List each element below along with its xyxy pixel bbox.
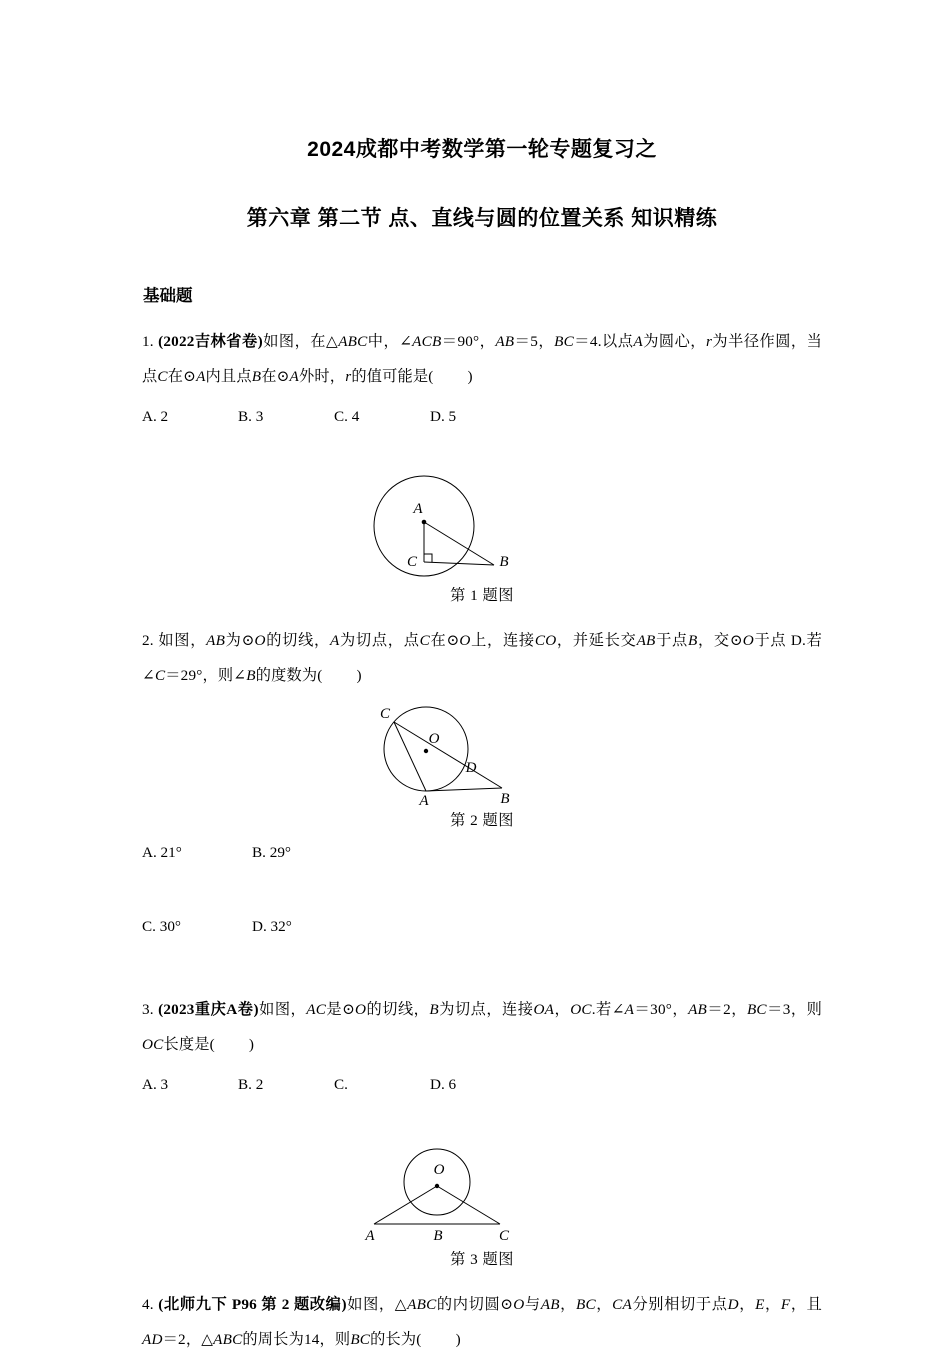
q4-l2it4: AD xyxy=(142,1331,163,1348)
q4-l1it5: CA xyxy=(612,1296,632,1313)
q3-l1it7: AB xyxy=(688,1001,708,1018)
q4-l1it2: O xyxy=(513,1296,525,1313)
question-1-options xyxy=(142,400,822,468)
q3-source: (2023重庆A卷) xyxy=(158,1001,259,1018)
q3-option-c[interactable]: C. xyxy=(334,1076,352,1093)
q4-l1it3: AB xyxy=(540,1296,560,1313)
figure-3-drawing xyxy=(352,1142,612,1246)
q1-l2b: 在⊙ xyxy=(167,368,197,385)
q3-option-a[interactable]: A. 3 xyxy=(142,1076,169,1093)
figure-1-caption: 第 1 题图 xyxy=(450,587,514,604)
q4-l2it3: F xyxy=(780,1296,791,1313)
figure-1 xyxy=(142,474,822,605)
q3-l1e: ， xyxy=(554,1001,571,1018)
q2-l1it3: A xyxy=(329,632,340,649)
q2-option-b[interactable]: B. 29° xyxy=(252,844,291,861)
question-3-options xyxy=(142,1068,822,1136)
q1-l2e: 外时， xyxy=(299,368,346,385)
q3-l2it1: BC xyxy=(746,1001,767,1018)
q1-l2a: 半径作圆，当点 xyxy=(142,333,823,385)
q3-l1d: 为切点，连接 xyxy=(438,1001,534,1018)
figure-2 xyxy=(142,699,822,830)
q3-l1b: 是⊙ xyxy=(326,1001,356,1018)
q3-l1it4: OA xyxy=(533,1001,555,1018)
question-2-text xyxy=(142,623,822,693)
figure-3-label-a: A xyxy=(365,1228,375,1244)
q2-l1it7: AB xyxy=(636,632,656,649)
q2-l1it5: O xyxy=(459,632,471,649)
q1-l1d: ＝5， xyxy=(514,333,555,350)
q2-l1it8: B xyxy=(687,632,698,649)
q3-option-d[interactable]: D. 6 xyxy=(430,1076,457,1093)
q4-l2it5: ABC xyxy=(213,1331,243,1348)
q1-l1a: 如图，在△ xyxy=(262,333,339,350)
q4-l1b: 的内切圆⊙ xyxy=(436,1296,514,1313)
q1-l1e: ＝4.以点 xyxy=(573,333,634,350)
q2-l1d: 为切点，点 xyxy=(339,632,420,649)
question-2-options-row-1 xyxy=(142,836,822,904)
figure-3-label-c: C xyxy=(498,1228,510,1244)
q2-l1a: 如图， xyxy=(158,632,207,649)
document-content xyxy=(142,0,822,1357)
figure-3-caption: 第 3 题图 xyxy=(450,1251,514,1268)
section-heading-basic: 基础题 xyxy=(143,287,193,305)
q3-l1it3: B xyxy=(429,1001,439,1018)
figure-3 xyxy=(142,1142,822,1269)
q1-option-b[interactable]: B. 3 xyxy=(238,408,264,425)
q2-option-d[interactable]: D. 32° xyxy=(252,918,292,935)
q1-l1c: ＝90°， xyxy=(441,333,496,350)
question-2-options-row-2 xyxy=(142,910,822,978)
q3-l2a: 2， xyxy=(723,1001,747,1018)
figure-2-caption: 第 2 题图 xyxy=(450,812,514,829)
q2-l1it4: C xyxy=(419,632,430,649)
q3-l1h: ＝ xyxy=(707,1001,724,1018)
figure-2-label-d: D xyxy=(465,760,477,776)
document-title-line-2: 第六章 第二节 点、直线与圆的位置关系 知识精练 xyxy=(246,207,718,230)
q1-l2it5: r xyxy=(345,368,352,385)
q1-l2it4: A xyxy=(289,368,300,385)
q4-l2a: ， xyxy=(738,1296,756,1313)
q1-l1it1: ABC xyxy=(338,333,368,350)
q3-l1a: 如图， xyxy=(258,1001,307,1018)
q2-option-a[interactable]: A. 21° xyxy=(142,844,182,861)
q2-l1f: 上，连接 xyxy=(470,632,535,649)
q2-l1c: 的切线， xyxy=(265,632,330,649)
q1-l1g: 为 xyxy=(712,333,729,350)
q3-l1it6: A xyxy=(624,1001,635,1018)
q1-l1b: 中，∠ xyxy=(367,333,413,350)
q2-number: 2. xyxy=(142,632,154,649)
q2-l1it2: O xyxy=(254,632,266,649)
q1-option-d[interactable]: D. 5 xyxy=(430,408,457,425)
figure-2-label-a: A xyxy=(419,793,429,807)
q1-l2f: 的值可能是( xyxy=(351,368,434,385)
q2-l1h: 于点 xyxy=(655,632,688,649)
q4-l2b: ， xyxy=(764,1296,781,1313)
question-3-text xyxy=(142,992,822,1062)
q1-l2c: 内且点 xyxy=(205,368,252,385)
q2-l1e: 在⊙ xyxy=(430,632,460,649)
figure-1-label-c: C xyxy=(406,554,418,570)
q3-option-b[interactable]: B. 2 xyxy=(238,1076,264,1093)
q4-l1f: 分别相切于点 xyxy=(631,1296,728,1313)
q3-l1it2: O xyxy=(355,1001,367,1018)
question-1-text xyxy=(142,324,822,394)
q1-l1it3: AB xyxy=(495,333,515,350)
q2-l1b: 为⊙ xyxy=(225,632,255,649)
q3-l2it2: OC xyxy=(142,1036,164,1053)
q2-l2it1: O xyxy=(742,632,754,649)
q2-l2d: 的度数为( xyxy=(255,667,323,684)
figure-1-drawing xyxy=(352,474,612,582)
q1-l2d: 在⊙ xyxy=(261,368,290,385)
q3-number: 3. xyxy=(142,1001,154,1018)
q1-option-c[interactable]: C. 4 xyxy=(334,408,360,425)
q4-source: (北师九下 P96 第 2 题改编) xyxy=(158,1296,347,1313)
q1-l2it1: C xyxy=(157,368,168,385)
document-title-line-1: 2024成都中考数学第一轮专题复习之 xyxy=(307,138,657,161)
q1-l2it3: B xyxy=(251,368,262,385)
q2-l2it2: C xyxy=(154,667,166,684)
q4-l1it4: BC xyxy=(576,1296,596,1313)
q4-l2it2: E xyxy=(755,1296,765,1313)
figure-2-label-o: O xyxy=(428,731,440,747)
q4-l2g: ) xyxy=(455,1331,461,1348)
q1-l1f: 为圆心， xyxy=(642,333,706,350)
q1-source: (2022吉林省卷) xyxy=(158,333,263,350)
q4-l1c: 与 xyxy=(524,1296,541,1313)
q2-l1i: ，交 xyxy=(697,632,730,649)
q1-l1it5: A xyxy=(633,333,643,350)
q1-option-a[interactable]: A. 2 xyxy=(142,408,169,425)
q4-l2f: 的长为( xyxy=(370,1331,422,1348)
q1-l1it2: ACB xyxy=(412,333,442,350)
q2-l1g: ，并延长交 xyxy=(556,632,637,649)
q1-l1it4: BC xyxy=(554,333,574,350)
q3-l2c: 长度是( xyxy=(163,1036,215,1053)
q3-l1it5: OC xyxy=(570,1001,592,1018)
q3-l2b: ＝3，则 xyxy=(766,1001,823,1018)
q4-l1e: ， xyxy=(595,1296,613,1313)
figure-2-label-b: B xyxy=(500,791,510,807)
q2-l2b: 于点 D.若∠ xyxy=(142,632,822,684)
q2-l1it6: CO xyxy=(534,632,557,649)
q2-l2it3: B xyxy=(246,667,256,684)
figure-1-label-b: B xyxy=(499,554,509,570)
figure-2-label-c: C xyxy=(379,706,391,722)
figure-2-drawing xyxy=(352,699,612,807)
q3-l1it1: AC xyxy=(306,1001,327,1018)
q3-l1f: .若∠ xyxy=(591,1001,625,1018)
question-4-text xyxy=(142,1287,822,1357)
q4-l2d: ＝2，△ xyxy=(162,1331,214,1348)
q1-number: 1. xyxy=(142,333,154,350)
q3-l2d: ) xyxy=(248,1036,255,1053)
q4-l2it6: BC xyxy=(350,1331,371,1348)
q2-l2a: ⊙ xyxy=(729,632,743,649)
q4-l1a: 如图，△ xyxy=(346,1296,408,1313)
q4-l2it1: D xyxy=(727,1296,739,1313)
q4-l1it1: ABC xyxy=(407,1296,437,1313)
figure-1-label-a: A xyxy=(413,501,423,517)
q4-l1d: ， xyxy=(559,1296,577,1313)
q4-l2c: ，且 xyxy=(790,1296,823,1313)
q2-option-c[interactable]: C. 30° xyxy=(142,918,181,935)
q2-l2e: ) xyxy=(356,667,362,684)
q3-l1c: 的切线， xyxy=(366,1001,430,1018)
q4-number: 4. xyxy=(142,1296,154,1313)
q1-l2it2: A xyxy=(196,368,206,385)
q2-l1it1: AB xyxy=(206,632,226,649)
figure-3-label-o: O xyxy=(433,1162,445,1178)
q3-l1g: ＝30°， xyxy=(634,1001,689,1018)
q2-l2c: ＝29°，则∠ xyxy=(165,667,247,684)
q1-l1it6: r xyxy=(706,333,713,350)
figure-3-label-b: B xyxy=(433,1228,443,1244)
q4-l2e: 的周长为14，则 xyxy=(242,1331,351,1348)
q1-l2g: ) xyxy=(467,368,473,385)
